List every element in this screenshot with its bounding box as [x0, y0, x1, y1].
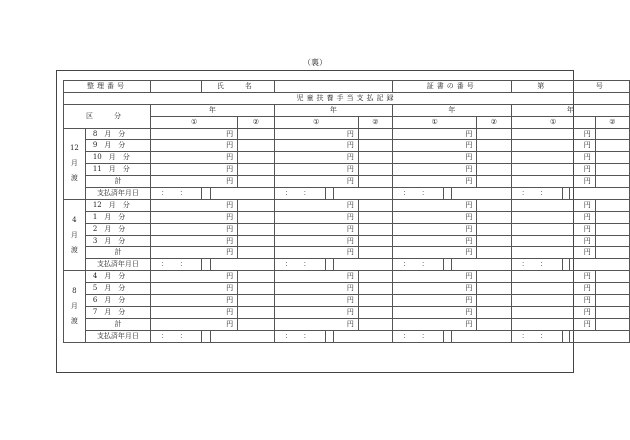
amount-cell-2[interactable] — [595, 235, 629, 247]
amount-cell-2[interactable] — [595, 152, 629, 164]
amount-cell-2[interactable] — [595, 318, 629, 330]
paid-date-cell[interactable]: ： ： — [151, 188, 202, 200]
paid-date-cell[interactable] — [202, 330, 210, 342]
paid-date-cell[interactable]: ： ： — [392, 330, 443, 342]
amount-cell[interactable]: 円 — [274, 152, 358, 164]
month-label: 4 月 分 — [85, 271, 150, 283]
table-row — [64, 128, 630, 140]
amount-cell-2[interactable] — [477, 140, 511, 152]
amount-cell[interactable]: 円 — [392, 152, 476, 164]
amount-cell[interactable]: 円 — [392, 306, 476, 318]
amount-cell-2[interactable] — [477, 271, 511, 283]
amount-cell[interactable]: 円 — [151, 152, 238, 164]
amount-cell[interactable]: 円 — [511, 271, 595, 283]
year-header-2: 年 — [274, 104, 392, 116]
amount-cell[interactable]: 円 — [511, 164, 595, 176]
amount-cell-2[interactable] — [477, 164, 511, 176]
amount-cell[interactable]: 円 — [392, 295, 476, 307]
amount-cell[interactable]: 円 — [151, 271, 238, 283]
amount-cell-2[interactable] — [238, 235, 275, 247]
table-row — [64, 330, 630, 342]
amount-cell[interactable]: 円 — [274, 318, 358, 330]
certificate-dai: 第 — [511, 81, 570, 93]
amount-cell-2[interactable] — [477, 318, 511, 330]
amount-cell[interactable]: 円 — [511, 152, 595, 164]
back-side-label: （裏） — [303, 58, 327, 67]
paid-date-label: 支払済年月日 — [85, 188, 150, 200]
year-header-4: 年 — [511, 104, 629, 116]
paid-date-cell[interactable] — [325, 188, 333, 200]
month-label: 計 — [85, 247, 150, 259]
amount-cell-2[interactable] — [477, 152, 511, 164]
paid-date-cell[interactable] — [210, 259, 274, 271]
amount-cell[interactable]: 円 — [151, 295, 238, 307]
amount-cell[interactable]: 円 — [392, 164, 476, 176]
amount-cell[interactable]: 円 — [392, 318, 476, 330]
column-1-header: ① — [392, 116, 476, 128]
amount-cell[interactable]: 円 — [511, 283, 595, 295]
amount-cell-2[interactable] — [595, 176, 629, 188]
month-label: 10 月 分 — [85, 152, 150, 164]
amount-cell-2[interactable] — [358, 199, 392, 211]
table-row — [64, 152, 630, 164]
month-label: 計 — [85, 318, 150, 330]
paid-date-cell[interactable]: ： ： — [511, 188, 562, 200]
amount-cell-2[interactable] — [358, 318, 392, 330]
amount-cell[interactable]: 円 — [274, 176, 358, 188]
paid-date-cell[interactable] — [333, 188, 392, 200]
control-number-field[interactable] — [151, 81, 202, 93]
amount-cell[interactable]: 円 — [151, 223, 238, 235]
amount-cell-2[interactable] — [477, 176, 511, 188]
table-row — [64, 259, 630, 271]
section-label-part: 月 — [70, 159, 78, 168]
amount-cell[interactable]: 円 — [151, 140, 238, 152]
paid-date-cell[interactable]: ： ： — [392, 259, 443, 271]
amount-cell[interactable]: 円 — [511, 199, 595, 211]
amount-cell-2[interactable] — [477, 199, 511, 211]
amount-cell[interactable]: 円 — [274, 140, 358, 152]
amount-cell-2[interactable] — [238, 295, 275, 307]
amount-cell[interactable]: 円 — [151, 318, 238, 330]
amount-cell-2[interactable] — [595, 295, 629, 307]
kubun-label: 区 分 — [64, 104, 151, 128]
table-row — [64, 271, 630, 283]
amount-cell[interactable]: 円 — [392, 211, 476, 223]
year-header-3: 年 — [392, 104, 511, 116]
amount-cell[interactable]: 円 — [511, 235, 595, 247]
month-label: 12 月 分 — [85, 199, 150, 211]
amount-cell[interactable]: 円 — [274, 223, 358, 235]
paid-date-cell[interactable] — [451, 188, 511, 200]
amount-cell-2[interactable] — [238, 211, 275, 223]
paid-date-cell[interactable] — [444, 330, 452, 342]
paid-date-cell[interactable] — [202, 259, 210, 271]
amount-cell[interactable]: 円 — [392, 235, 476, 247]
column-2-header: ② — [595, 116, 629, 128]
amount-cell-2[interactable] — [477, 295, 511, 307]
table-row — [64, 211, 630, 223]
amount-cell[interactable]: 円 — [392, 199, 476, 211]
amount-cell-2[interactable] — [595, 223, 629, 235]
paid-date-cell[interactable] — [570, 259, 630, 271]
section-label-part: 月 — [70, 301, 78, 310]
amount-cell-2[interactable] — [477, 306, 511, 318]
section-label-part: 4 — [72, 215, 77, 224]
amount-cell-2[interactable] — [238, 223, 275, 235]
paid-date-cell[interactable]: ： ： — [151, 330, 202, 342]
section-label-part: 月 — [70, 230, 78, 239]
certificate-number-label: 証書の番号 — [392, 81, 511, 93]
table-row — [64, 295, 630, 307]
column-1-header: ① — [511, 116, 595, 128]
amount-cell-2[interactable] — [238, 176, 275, 188]
table-row — [64, 306, 630, 318]
month-label: 2 月 分 — [85, 223, 150, 235]
amount-cell[interactable]: 円 — [151, 128, 238, 140]
amount-cell-2[interactable] — [595, 164, 629, 176]
amount-cell[interactable]: 円 — [274, 306, 358, 318]
table-row — [64, 223, 630, 235]
amount-cell-2[interactable] — [595, 199, 629, 211]
section-label — [64, 271, 86, 342]
section-label-part: 渡 — [70, 174, 78, 183]
paid-date-cell[interactable] — [570, 330, 630, 342]
column-1-header: ① — [151, 116, 238, 128]
amount-cell-2[interactable] — [238, 271, 275, 283]
amount-cell[interactable]: 円 — [274, 235, 358, 247]
paid-date-cell[interactable] — [451, 259, 511, 271]
amount-cell[interactable]: 円 — [274, 295, 358, 307]
amount-cell-2[interactable] — [358, 283, 392, 295]
amount-cell[interactable]: 円 — [392, 140, 476, 152]
amount-cell[interactable]: 円 — [511, 140, 595, 152]
amount-cell-2[interactable] — [477, 211, 511, 223]
amount-cell[interactable]: 円 — [511, 306, 595, 318]
table-row — [64, 199, 630, 211]
name-label: 氏 名 — [202, 81, 275, 93]
paid-date-label: 支払済年月日 — [85, 259, 150, 271]
paid-date-label: 支払済年月日 — [85, 330, 150, 342]
table-row — [64, 176, 630, 188]
paid-date-cell[interactable] — [210, 330, 274, 342]
section-label-part: 12 — [69, 144, 79, 153]
amount-cell[interactable]: 円 — [511, 211, 595, 223]
amount-cell[interactable]: 円 — [511, 128, 595, 140]
paid-date-cell[interactable] — [333, 330, 392, 342]
amount-cell-2[interactable] — [238, 164, 275, 176]
table-row — [64, 318, 630, 330]
amount-cell[interactable]: 円 — [151, 199, 238, 211]
amount-cell-2[interactable] — [595, 128, 629, 140]
paid-date-cell[interactable] — [210, 188, 274, 200]
amount-cell[interactable]: 円 — [392, 128, 476, 140]
amount-cell[interactable]: 円 — [274, 211, 358, 223]
amount-cell-2[interactable] — [238, 306, 275, 318]
amount-cell-2[interactable] — [238, 128, 275, 140]
amount-cell-2[interactable] — [238, 318, 275, 330]
amount-cell-2[interactable] — [595, 306, 629, 318]
amount-cell-2[interactable] — [477, 235, 511, 247]
amount-cell-2[interactable] — [358, 235, 392, 247]
amount-cell[interactable]: 円 — [392, 223, 476, 235]
column-2-header: ② — [477, 116, 511, 128]
amount-cell-2[interactable] — [358, 271, 392, 283]
amount-cell[interactable]: 円 — [392, 283, 476, 295]
amount-cell-2[interactable] — [358, 223, 392, 235]
amount-cell[interactable]: 円 — [274, 164, 358, 176]
paid-date-cell[interactable]: ： ： — [511, 330, 562, 342]
amount-cell-2[interactable] — [238, 247, 275, 259]
certificate-go: 号 — [570, 81, 630, 93]
amount-cell[interactable]: 円 — [151, 306, 238, 318]
amount-cell-2[interactable] — [358, 295, 392, 307]
year-header-1: 年 — [151, 104, 275, 116]
table-row — [64, 235, 630, 247]
amount-cell-2[interactable] — [358, 152, 392, 164]
table-row — [64, 283, 630, 295]
table-row — [64, 164, 630, 176]
section-label-part: 渡 — [70, 245, 78, 254]
amount-cell-2[interactable] — [477, 128, 511, 140]
amount-cell[interactable]: 円 — [274, 283, 358, 295]
month-label: 3 月 分 — [85, 235, 150, 247]
column-1-header: ① — [274, 116, 358, 128]
amount-cell-2[interactable] — [358, 176, 392, 188]
paid-date-cell[interactable] — [451, 330, 511, 342]
amount-cell-2[interactable] — [358, 247, 392, 259]
amount-cell-2[interactable] — [477, 247, 511, 259]
paid-date-cell[interactable] — [562, 259, 570, 271]
paid-date-cell[interactable]: ： ： — [274, 259, 325, 271]
amount-cell[interactable]: 円 — [274, 271, 358, 283]
section-label-part: 8 — [72, 286, 77, 295]
amount-cell-2[interactable] — [238, 140, 275, 152]
paid-date-cell[interactable] — [325, 330, 333, 342]
record-title: 児童扶養手当支払記録 — [64, 92, 630, 104]
amount-cell-2[interactable] — [595, 247, 629, 259]
amount-cell[interactable]: 円 — [274, 128, 358, 140]
amount-cell[interactable]: 円 — [151, 211, 238, 223]
table-row — [64, 247, 630, 259]
amount-cell[interactable]: 円 — [392, 176, 476, 188]
paid-date-cell[interactable]: ： ： — [151, 259, 202, 271]
amount-cell[interactable]: 円 — [392, 271, 476, 283]
paid-date-cell[interactable] — [333, 259, 392, 271]
name-field[interactable] — [274, 81, 392, 93]
amount-cell-2[interactable] — [238, 199, 275, 211]
control-number-label: 整理番号 — [64, 81, 151, 93]
paid-date-cell[interactable] — [444, 188, 452, 200]
amount-cell-2[interactable] — [358, 164, 392, 176]
paid-date-cell[interactable] — [570, 188, 630, 200]
paid-date-cell[interactable] — [202, 188, 210, 200]
amount-cell[interactable]: 円 — [511, 176, 595, 188]
column-2-header: ② — [358, 116, 392, 128]
amount-cell-2[interactable] — [595, 140, 629, 152]
paid-date-cell[interactable]: ： ： — [392, 188, 443, 200]
amount-cell[interactable]: 円 — [151, 235, 238, 247]
amount-cell[interactable]: 円 — [511, 247, 595, 259]
amount-cell[interactable]: 円 — [274, 199, 358, 211]
month-label: 11 月 分 — [85, 164, 150, 176]
paid-date-cell[interactable] — [325, 259, 333, 271]
amount-cell-2[interactable] — [358, 140, 392, 152]
paid-date-cell[interactable] — [562, 330, 570, 342]
month-label: 計 — [85, 176, 150, 188]
section-label-part: 渡 — [70, 316, 78, 325]
amount-cell-2[interactable] — [477, 283, 511, 295]
month-label: 6 月 分 — [85, 295, 150, 307]
month-label: 1 月 分 — [85, 211, 150, 223]
amount-cell[interactable]: 円 — [511, 318, 595, 330]
paid-date-cell[interactable]: ： ： — [274, 330, 325, 342]
amount-cell[interactable]: 円 — [392, 247, 476, 259]
amount-cell-2[interactable] — [358, 211, 392, 223]
amount-cell[interactable]: 円 — [151, 164, 238, 176]
amount-cell[interactable]: 円 — [511, 223, 595, 235]
amount-cell[interactable]: 円 — [511, 295, 595, 307]
amount-cell[interactable]: 円 — [274, 247, 358, 259]
section-label — [64, 128, 86, 199]
table-row — [64, 188, 630, 200]
amount-cell-2[interactable] — [477, 223, 511, 235]
month-label: 8 月 分 — [85, 128, 150, 140]
amount-cell[interactable]: 円 — [151, 247, 238, 259]
paid-date-cell[interactable]: ： ： — [274, 188, 325, 200]
amount-cell-2[interactable] — [358, 128, 392, 140]
amount-cell-2[interactable] — [595, 283, 629, 295]
paid-date-cell[interactable] — [562, 188, 570, 200]
amount-cell[interactable]: 円 — [151, 176, 238, 188]
amount-cell[interactable]: 円 — [151, 283, 238, 295]
amount-cell-2[interactable] — [595, 211, 629, 223]
column-2-header: ② — [238, 116, 275, 128]
table-row — [64, 140, 630, 152]
month-label: 5 月 分 — [85, 283, 150, 295]
month-label: 7 月 分 — [85, 306, 150, 318]
section-label — [64, 199, 86, 270]
month-label: 9 月 分 — [85, 140, 150, 152]
paid-date-cell[interactable] — [444, 259, 452, 271]
amount-cell-2[interactable] — [595, 271, 629, 283]
paid-date-cell[interactable]: ： ： — [511, 259, 562, 271]
amount-cell-2[interactable] — [358, 306, 392, 318]
amount-cell-2[interactable] — [238, 283, 275, 295]
payment-record-form — [63, 80, 630, 343]
amount-cell-2[interactable] — [238, 152, 275, 164]
